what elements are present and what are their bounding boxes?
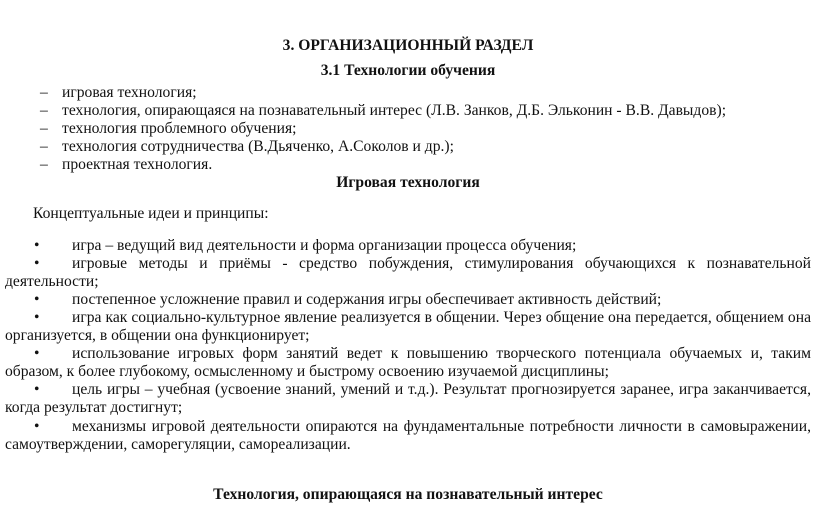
bullet-text-continuation: деятельности; <box>5 273 99 290</box>
bullet-marker: • <box>34 345 40 362</box>
bullet-marker: • <box>34 381 40 398</box>
interest-technology-heading: Технология, опирающаяся на познавательный интерес <box>213 486 603 503</box>
dash-marker: – <box>40 138 48 155</box>
game-technology-heading: Игровая технология <box>336 174 480 191</box>
list-item-text: технология, опирающаяся на познавательный интерес (Л.В. Занков, Д.Б. Эльконин - В.В. Давыдов); <box>62 102 727 119</box>
dash-marker: – <box>40 84 48 101</box>
bullet-text: механизмы игровой деятельности опираются на фундаментальные потребности личности в самовыражении, <box>72 418 811 435</box>
bullet-text-continuation: образом, к более глубокому, осмысленному и быстрому освоению изучаемой дисциплины; <box>5 363 609 380</box>
bullet-text-continuation: организуется, в общении она функционирует; <box>5 327 310 344</box>
bullet-marker: • <box>34 291 40 308</box>
concept-intro: Концептуальные идеи и принципы: <box>33 205 269 222</box>
bullet-text: постепенное усложнение правил и содержания игры обеспечивает активность действий; <box>72 291 662 308</box>
bullet-marker: • <box>34 255 40 272</box>
dash-marker: – <box>40 120 48 137</box>
bullet-text-continuation: самоутверждении, саморегуляции, самореализации. <box>5 436 351 453</box>
subsection-title: 3.1 Технологии обучения <box>320 62 496 79</box>
list-item-text: технология сотрудничества (В.Дьяченко, А.Соколов и др.); <box>62 138 454 155</box>
bullet-marker: • <box>34 418 40 435</box>
list-item-text: игровая технология; <box>62 84 197 101</box>
section-title: 3. ОРГАНИЗАЦИОННЫЙ РАЗДЕЛ <box>282 37 534 54</box>
bullet-text: использование игровых форм занятий ведет к повышению творческого потенциала обучаемых и, таким <box>72 345 811 362</box>
bullet-text: игра – ведущий вид деятельности и форма организации процесса обучения; <box>72 237 577 254</box>
bullet-text: игровые методы и приёмы - средство побуждения, стимулирования обучающихся к познавательной <box>72 255 811 272</box>
dash-marker: – <box>40 102 48 119</box>
bullet-text: цель игры – учебная (усвоение знаний, умений и т.д.). Результат прогнозируется заранее, игра заканчивается, <box>72 381 811 398</box>
bullet-marker: • <box>34 237 40 254</box>
list-item-text: проектная технология. <box>62 156 213 173</box>
bullet-marker: • <box>34 309 40 326</box>
bullet-text-continuation: когда результат достигнут; <box>5 399 183 416</box>
dash-marker: – <box>40 156 48 173</box>
bullet-text: игра как социально-культурное явление реализуется в общении. Через общение она передается, общением она <box>72 309 811 326</box>
list-item-text: технология проблемного обучения; <box>62 120 297 137</box>
